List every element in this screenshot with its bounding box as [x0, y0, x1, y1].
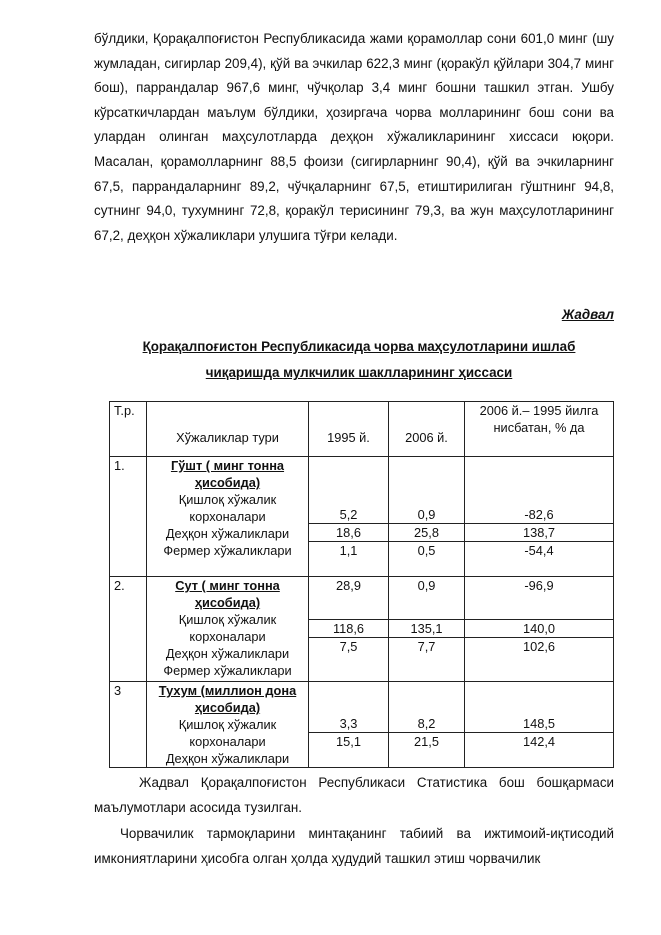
group-num: 3 [110, 682, 147, 768]
value-1995: 28,9 [309, 577, 389, 620]
value-ratio: -96,9 [465, 577, 614, 620]
value-1995: 3,3 [309, 682, 389, 733]
header-ratio: 2006 й.– 1995 йилга нисбатан, % да [465, 402, 614, 457]
group-num: 1. [110, 457, 147, 577]
type-label: Фермер хўжаликлари [163, 543, 292, 558]
value-ratio: 142,4 [465, 732, 614, 767]
value-2006: 21,5 [389, 732, 465, 767]
type-label: Қишлоқ хўжалик корхоналари [178, 492, 277, 524]
value-1995: 118,6 [309, 620, 389, 638]
group-num: 2. [110, 577, 147, 682]
group-type-cell [147, 682, 309, 768]
group-type-cell [147, 457, 309, 577]
value-ratio: -82,6 [465, 457, 614, 524]
table-row [110, 577, 614, 620]
table-label: Жадвал [561, 307, 614, 322]
value-2006: 0,9 [389, 457, 465, 524]
value-1995: 1,1 [309, 542, 389, 577]
header-type: Хўжаликлар тури [147, 402, 309, 457]
header-1995: 1995 й. [309, 402, 389, 457]
value-ratio: 102,6 [465, 638, 614, 682]
table-title-line1: Қорақалпоғистон Республикасида чорва маҳсулотларини ишлаб [142, 339, 576, 354]
category-label: Тухум (миллион дона ҳисобида) [158, 683, 297, 715]
value-2006: 0,9 [389, 577, 465, 620]
category-label: Гўшт ( минг тонна ҳисобида) [170, 458, 285, 490]
type-label: Фермер хўжаликлари [163, 663, 292, 678]
table-title [94, 334, 624, 386]
value-ratio: -54,4 [465, 542, 614, 577]
category-label: Сут ( минг тонна ҳисобида) [175, 578, 280, 610]
type-label: Деҳқон хўжаликлари [165, 526, 290, 541]
group-type-cell [147, 577, 309, 682]
value-2006: 25,8 [389, 524, 465, 542]
last-paragraph: Чорвачилик тармоқларини минтақанинг табиий ва ижтимоий-иқтисодий имкониятларини ҳисобга олган ҳолда ҳудудий ташкил этиш чорвачилик [94, 826, 614, 866]
value-ratio: 148,5 [465, 682, 614, 733]
table-title-line2: чиқаришда мулкчилик шаклларининг ҳиссаси [205, 365, 513, 380]
value-2006: 0,5 [389, 542, 465, 577]
header-2006: 2006 й. [389, 402, 465, 457]
table-row [110, 457, 614, 524]
value-ratio: 138,7 [465, 524, 614, 542]
source-note: Жадвал Қорақалпоғистон Республикаси Статистика бош бошқармаси маълумотлари асосида тузилган. [94, 775, 614, 815]
type-label: Қишлоқ хўжалик корхоналари [178, 717, 277, 749]
intro-paragraph: бўлдики, Қорақалпоғистон Республикасида жами қорамоллар сони 601,0 минг (шу жумладан, сигирлар 209,4), қўй ва эчкилар 622,3 минг (қоракўл қўйлари 304,7 минг бош), паррандалар 967,6 минг, чўчқолар 3,4 минг бошни ташкил этган. Ушбу кўрсаткичлардан маълум бўлдики, ҳозиргача чорва молларининг бош сони ва улардан олинган маҳсулотларда деҳқон хўжаликларининг хиссаси юқори. Масалан, қорамолларнинг 88,5 фоизи (сигирларнинг 90,4), қўй ва эчкиларнинг 67,5, паррандаларнинг 89,2, чўчқаларнинг 67,5, етиштирилиган гўштнинг 94,8, сутнинг 94,0, тухумнинг 72,8, қоракўл терисининг 79,3, ва жун маҳсулотларининг 67,2, деҳқон хўжаликлари улушига тўғри келади. [94, 31, 614, 243]
value-ratio: 140,0 [465, 620, 614, 638]
data-table [109, 401, 614, 768]
table-header-row [110, 402, 614, 457]
value-1995: 15,1 [309, 732, 389, 767]
value-1995: 18,6 [309, 524, 389, 542]
value-2006: 7,7 [389, 638, 465, 682]
type-label: Қишлоқ хўжалик корхоналари [178, 612, 277, 644]
type-label: Деҳқон хўжаликлари [165, 751, 290, 766]
value-2006: 135,1 [389, 620, 465, 638]
type-label: Деҳқон хўжаликлари [165, 646, 290, 661]
header-num: Т.р. [110, 402, 147, 457]
value-1995: 5,2 [309, 457, 389, 524]
value-2006: 8,2 [389, 682, 465, 733]
table-row [110, 682, 614, 733]
value-1995: 7,5 [309, 638, 389, 682]
